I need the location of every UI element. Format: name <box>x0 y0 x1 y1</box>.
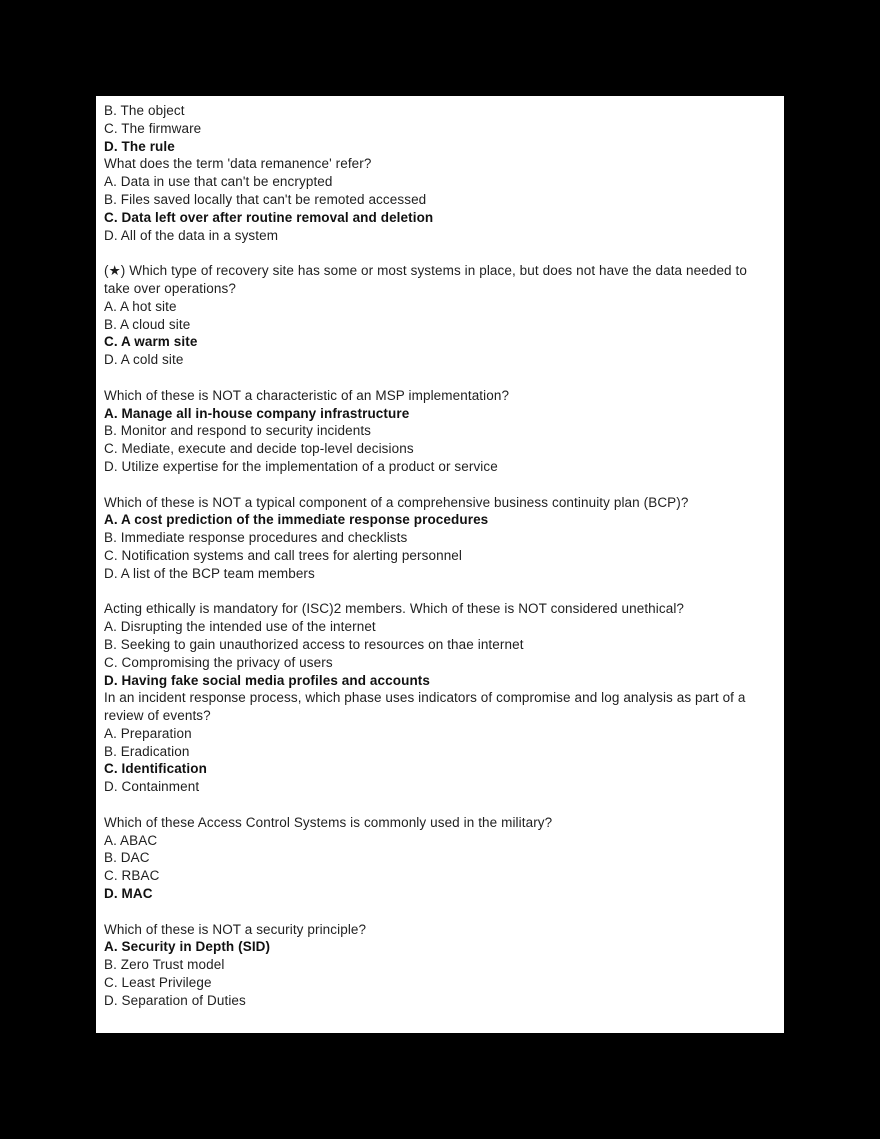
text-line: Which of these is NOT a security principle? <box>104 921 367 937</box>
text-line: D. A list of the BCP team members <box>104 565 315 581</box>
text-line: C. Least Privilege <box>104 975 212 991</box>
answer-line-correct: D. The rule <box>104 138 175 154</box>
text-line: Which of these is NOT a typical component of a comprehensive business continuity plan (BCP)? <box>104 494 689 510</box>
text-line: A. ABAC <box>104 832 158 848</box>
text-line: A. Preparation <box>104 725 192 741</box>
text-line: B. Files saved locally that can't be remoted accessed <box>104 191 427 207</box>
answer-line-correct: D. Having fake social media profiles and accounts <box>104 672 430 688</box>
answer-line-correct: A. Security in Depth (SID) <box>104 939 271 955</box>
text-line: D. Separation of Duties <box>104 992 246 1008</box>
text-line: A. Data in use that can't be encrypted <box>104 174 333 190</box>
text-line: Acting ethically is mandatory for (ISC)2 members. Which of these is NOT considered unethical? <box>104 601 685 617</box>
text-line: (★) Which type of recovery site has some or most systems in place, but does not have the data needed to take over operations? <box>104 263 747 296</box>
text-line: C. RBAC <box>104 868 160 884</box>
text-line: B. DAC <box>104 850 150 866</box>
text-line: B. Immediate response procedures and checklists <box>104 530 408 546</box>
text-line: D. A cold site <box>104 352 184 368</box>
text-line: C. Notification systems and call trees for alerting personnel <box>104 547 463 563</box>
text-line: A. Disrupting the intended use of the internet <box>104 619 376 635</box>
answer-line-correct: C. Identification <box>104 761 207 777</box>
text-line: D. Containment <box>104 779 200 795</box>
document-page <box>96 96 784 1033</box>
text-line: B. Monitor and respond to security incidents <box>104 423 372 439</box>
text-line: C. Compromising the privacy of users <box>104 654 333 670</box>
text-line: B. Zero Trust model <box>104 957 225 973</box>
text-line: B. Seeking to gain unauthorized access to resources on thae internet <box>104 636 524 652</box>
answer-line-correct: A. Manage all in-house company infrastructure <box>104 405 410 421</box>
text-line: C. The firmware <box>104 120 202 136</box>
answer-line-correct: C. Data left over after routine removal and deletion <box>104 209 434 225</box>
text-line: What does the term 'data remanence' refer? <box>104 156 372 172</box>
answer-line-correct: A. A cost prediction of the immediate response procedures <box>104 512 489 528</box>
text-line: Which of these is NOT a characteristic of an MSP implementation? <box>104 387 510 403</box>
text-line: D. All of the data in a system <box>104 227 279 243</box>
text-line: In an incident response process, which phase uses indicators of compromise and log analysis as part of a review of events? <box>104 690 746 724</box>
text-line: B. Eradication <box>104 743 190 759</box>
text-line: A. A hot site <box>104 298 177 314</box>
text-line: B. The object <box>104 103 185 118</box>
answer-line-correct: D. MAC <box>104 886 153 902</box>
text-line: B. A cloud site <box>104 316 191 332</box>
quiz-text-body <box>104 102 776 1010</box>
text-line: Which of these Access Control Systems is commonly used in the military? <box>104 814 553 830</box>
answer-line-correct: C. A warm site <box>104 334 198 350</box>
text-line: C. Mediate, execute and decide top-level decisions <box>104 441 414 457</box>
text-line: D. Utilize expertise for the implementation of a product or service <box>104 458 498 474</box>
